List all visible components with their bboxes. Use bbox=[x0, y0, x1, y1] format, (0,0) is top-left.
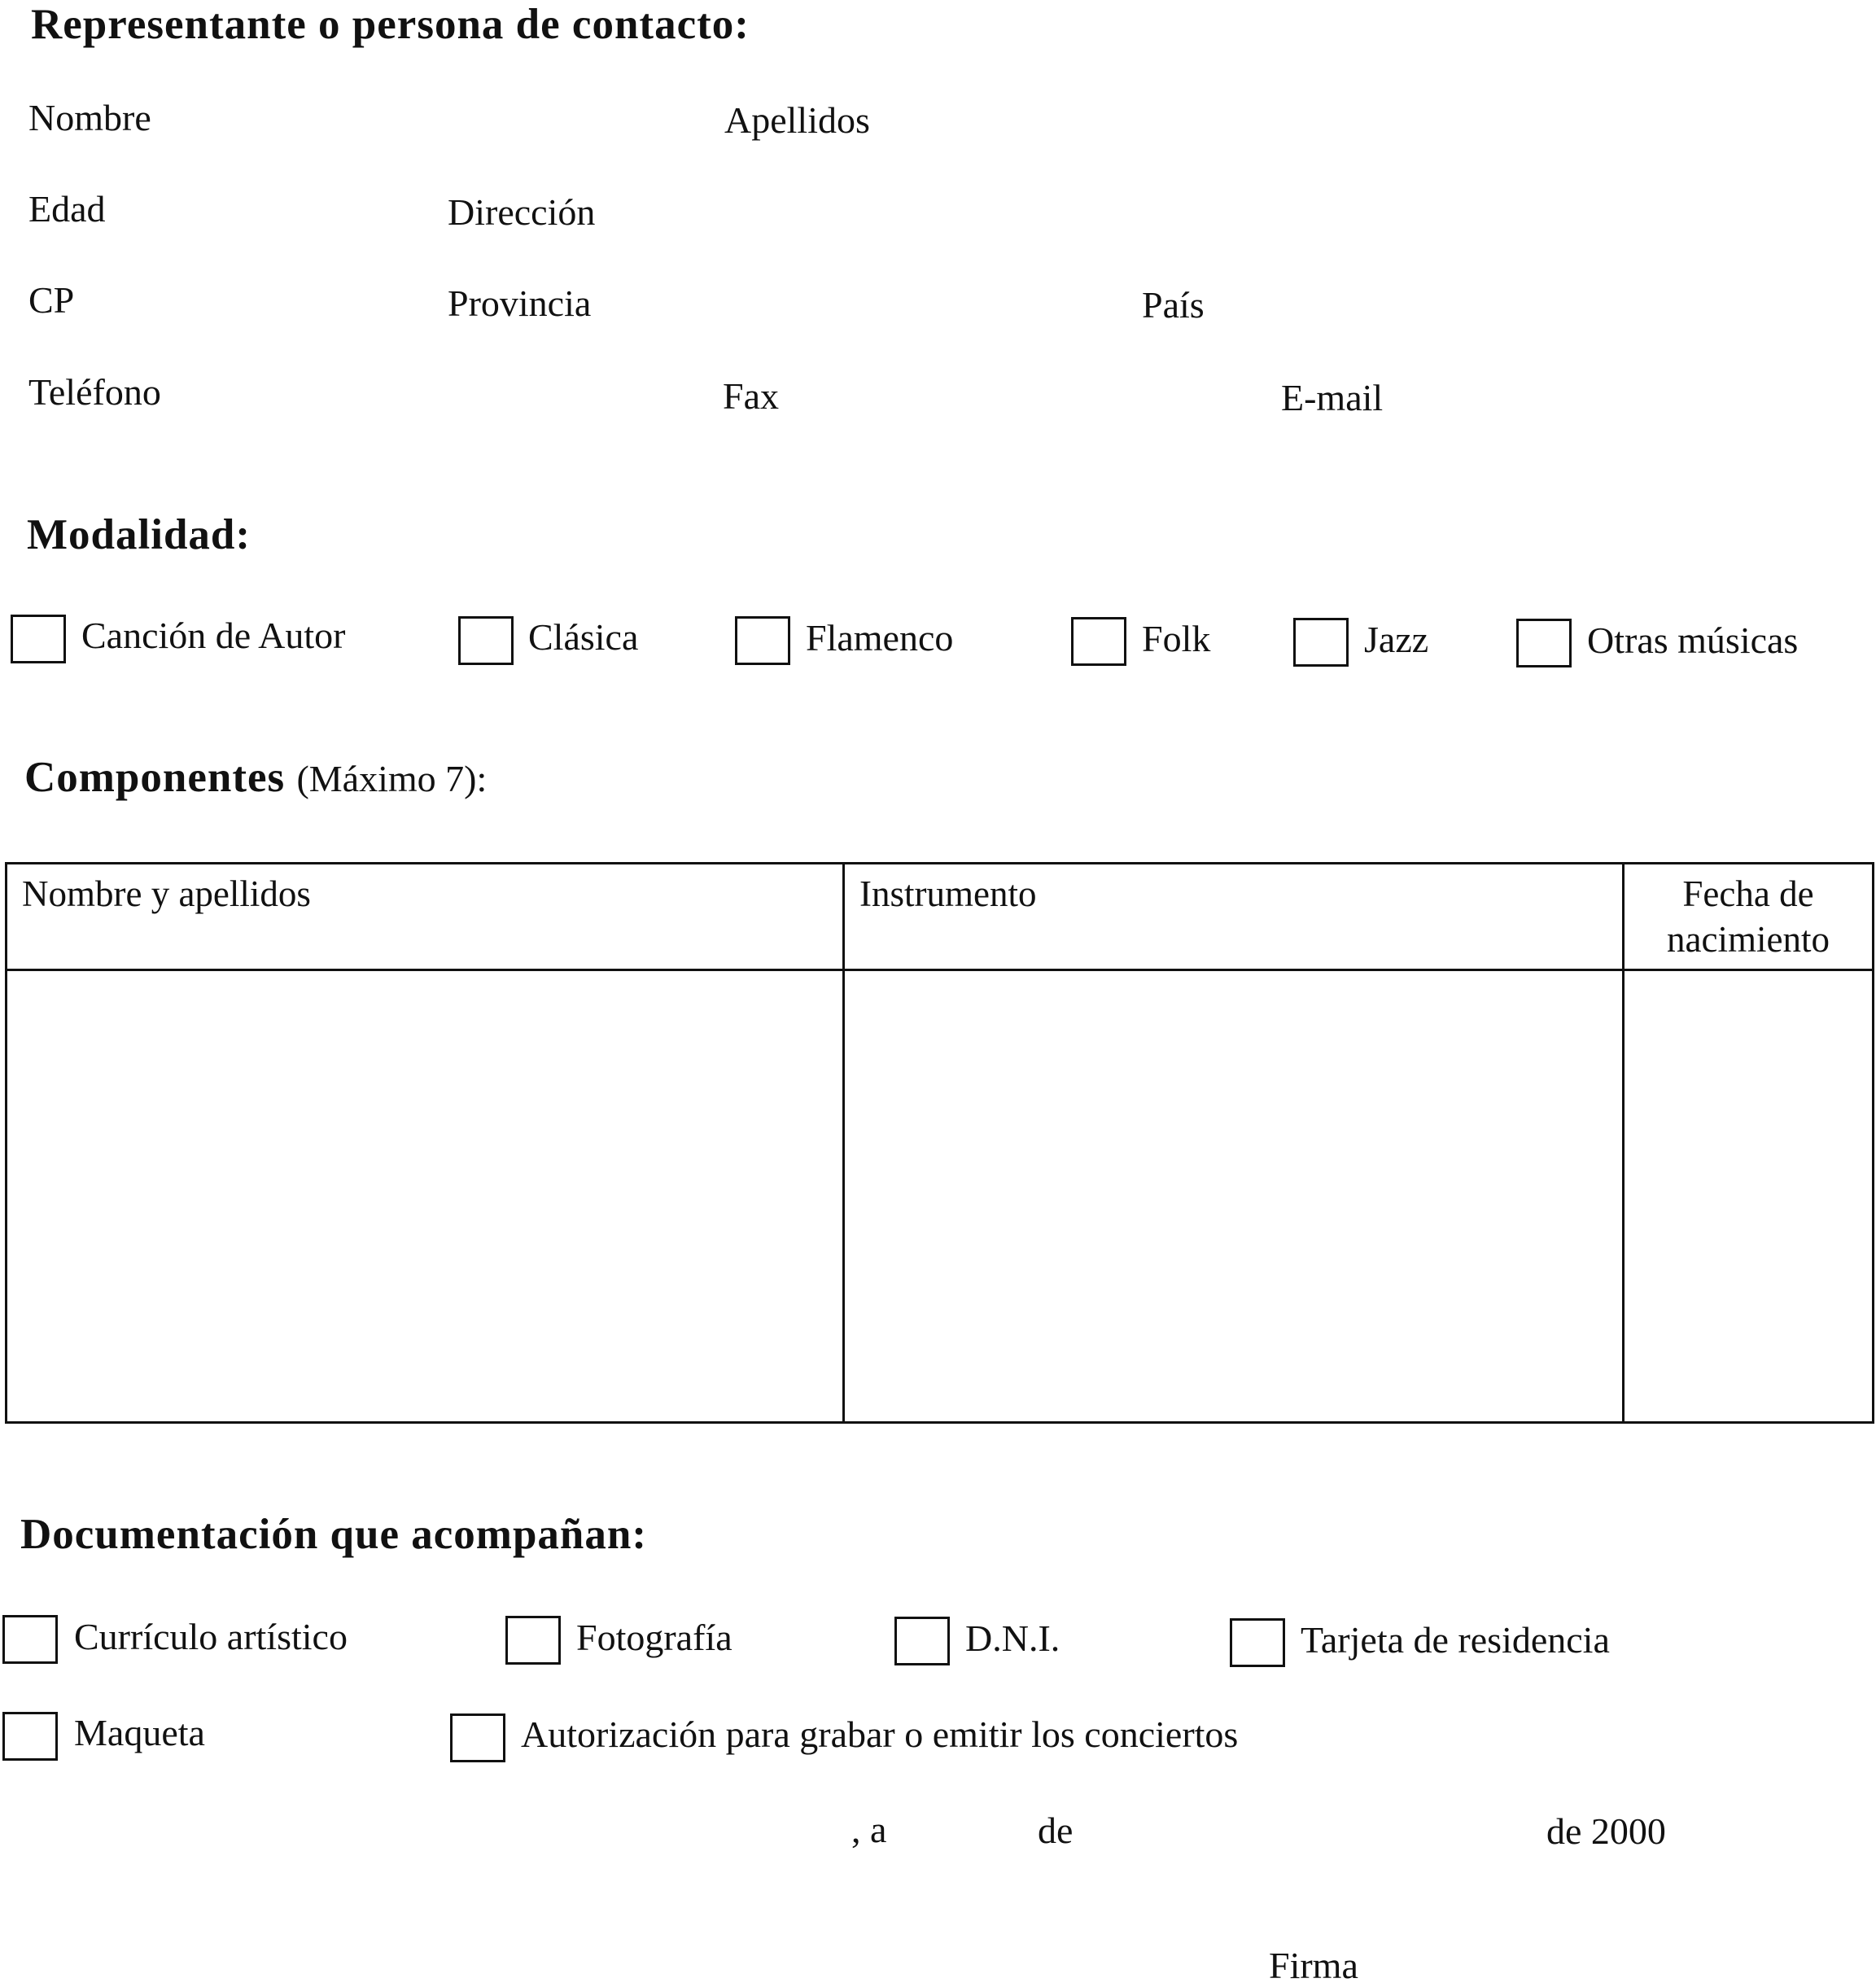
option-cancion-de-autor: Canción de Autor bbox=[81, 615, 346, 656]
table-header-row bbox=[7, 864, 1874, 970]
option-otras-musicas: Otras músicas bbox=[1587, 619, 1799, 661]
column-fecha-nacimiento: Fecha de nacimiento bbox=[1624, 864, 1874, 970]
email-label: E-mail bbox=[1281, 377, 1384, 418]
option-jazz: Jazz bbox=[1364, 619, 1429, 660]
checkbox-fotografia[interactable] bbox=[505, 1616, 561, 1665]
componentes-heading bbox=[24, 753, 487, 802]
firma-label: Firma bbox=[1269, 1945, 1358, 1986]
option-flamenco: Flamenco bbox=[806, 617, 954, 659]
option-curriculo-artistico: Currículo artístico bbox=[74, 1616, 348, 1657]
option-maqueta: Maqueta bbox=[74, 1712, 205, 1753]
option-tarjeta-residencia: Tarjeta de residencia bbox=[1301, 1619, 1610, 1661]
option-fotografia: Fotografía bbox=[576, 1617, 732, 1658]
option-dni: D.N.I. bbox=[965, 1617, 1060, 1659]
option-autorizacion: Autorización para grabar o emitir los conciertos bbox=[521, 1713, 1239, 1755]
fax-label: Fax bbox=[723, 375, 779, 417]
checkbox-dni[interactable] bbox=[894, 1617, 950, 1665]
pais-label: País bbox=[1142, 284, 1205, 326]
checkbox-clasica[interactable] bbox=[458, 616, 514, 665]
date-year-label: de 2000 bbox=[1546, 1810, 1666, 1852]
modalidad-heading: Modalidad: bbox=[27, 511, 251, 558]
cell-nombre-apellidos[interactable] bbox=[7, 970, 844, 1423]
direccion-label: Dirección bbox=[448, 191, 596, 233]
date-place-a: , a bbox=[851, 1809, 887, 1850]
date-de-label: de bbox=[1038, 1810, 1074, 1851]
provincia-label: Provincia bbox=[448, 282, 592, 324]
componentes-note: (Máximo 7): bbox=[296, 758, 488, 799]
apellidos-label: Apellidos bbox=[724, 99, 870, 141]
option-clasica: Clásica bbox=[528, 616, 639, 658]
checkbox-folk[interactable] bbox=[1071, 617, 1126, 666]
nombre-label: Nombre bbox=[28, 97, 151, 138]
checkbox-cancion-de-autor[interactable] bbox=[11, 615, 66, 663]
telefono-label: Teléfono bbox=[28, 371, 161, 413]
componentes-table bbox=[5, 862, 1874, 1424]
contact-heading: Representante o persona de contacto: bbox=[31, 1, 750, 48]
checkbox-tarjeta-residencia[interactable] bbox=[1230, 1618, 1285, 1667]
checkbox-jazz[interactable] bbox=[1293, 618, 1349, 667]
cell-fecha-nacimiento[interactable] bbox=[1624, 970, 1874, 1423]
edad-label: Edad bbox=[28, 188, 106, 230]
checkbox-curriculo-artistico[interactable] bbox=[2, 1615, 58, 1664]
table-row bbox=[7, 970, 1874, 1423]
componentes-title: Componentes bbox=[24, 754, 286, 801]
checkbox-otras-musicas[interactable] bbox=[1516, 619, 1572, 667]
cp-label: CP bbox=[28, 279, 75, 321]
checkbox-flamenco[interactable] bbox=[735, 616, 790, 665]
column-instrumento: Instrumento bbox=[844, 864, 1624, 970]
column-nombre-apellidos: Nombre y apellidos bbox=[7, 864, 844, 970]
cell-instrumento[interactable] bbox=[844, 970, 1624, 1423]
checkbox-maqueta[interactable] bbox=[2, 1712, 58, 1761]
option-folk: Folk bbox=[1142, 618, 1211, 659]
checkbox-autorizacion[interactable] bbox=[450, 1713, 505, 1762]
documentacion-heading: Documentación que acompañan: bbox=[20, 1511, 648, 1558]
